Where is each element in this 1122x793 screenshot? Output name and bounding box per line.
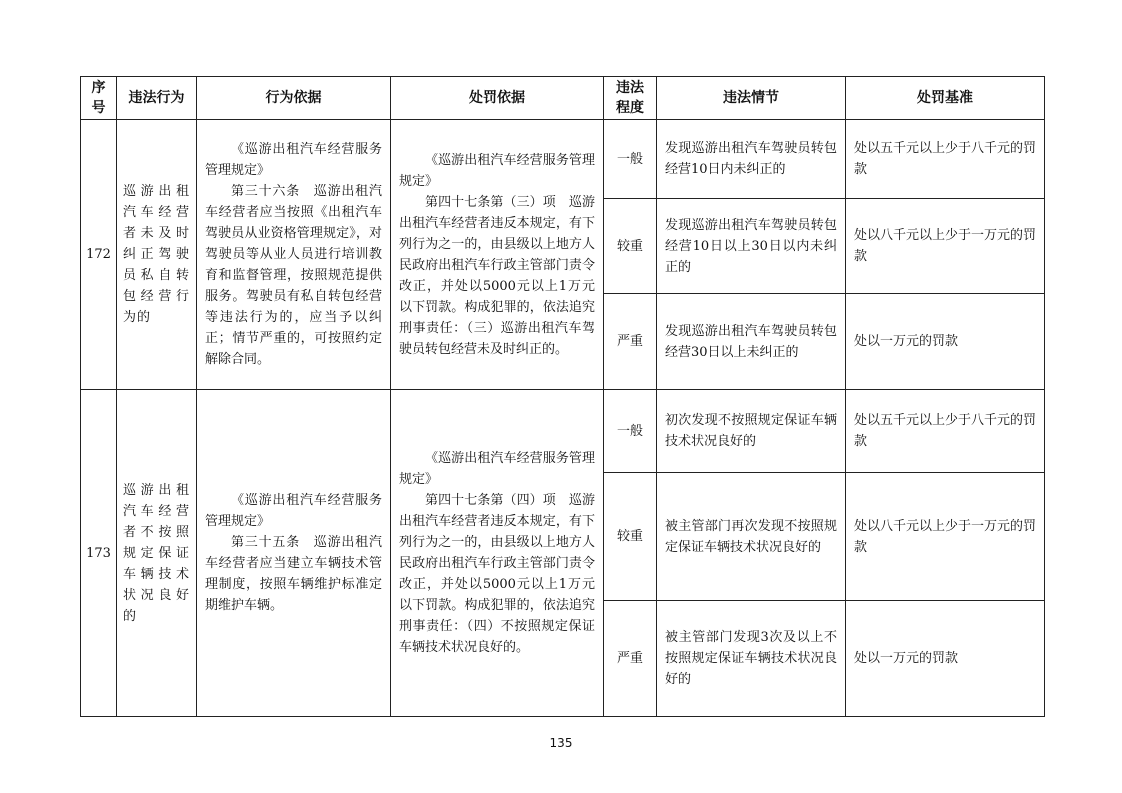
level-cell: 较重	[604, 199, 657, 294]
header-seq: 序号	[81, 77, 117, 120]
punish-basis-title: 《巡游出租汽车经营服务管理规定》	[399, 152, 595, 189]
level-cell: 一般	[604, 120, 657, 199]
header-level: 违法程度	[604, 77, 657, 120]
basis-text: 第三十五条 巡游出租汽车经营者应当建立车辆技术管理制度，按照车辆维护标准定期维护车辆。	[205, 535, 382, 613]
situation-cell: 初次发现不按照规定保证车辆技术状况良好的	[657, 390, 846, 473]
basis-title: 《巡游出租汽车经营服务管理规定》	[205, 493, 382, 529]
standard-cell: 处以五千元以上少于八千元的罚款	[846, 120, 1045, 199]
level-cell: 严重	[604, 294, 657, 390]
penalty-table	[80, 76, 1045, 717]
basis-cell	[197, 390, 391, 717]
act-cell: 巡游出租汽车经营者未及时纠正驾驶员私自转包经营行为的	[117, 120, 197, 390]
standard-cell: 处以一万元的罚款	[846, 294, 1045, 390]
situation-cell: 被主管部门再次发现不按照规定保证车辆技术状况良好的	[657, 473, 846, 601]
punish-basis-text: 第四十七条第（四）项 巡游出租汽车经营者违反本规定，有下列行为之一的，由县级以上地方人民政府出租汽车行政主管部门责令改正，并处以5000元以上1万元以下罚款。构成犯罪的，依法追究刑事责任：（四）不按照规定保证车辆技术状况良好的。	[399, 493, 595, 655]
seq-cell: 172	[81, 120, 117, 390]
act-cell: 巡游出租汽车经营者不按照规定保证车辆技术状况良好的	[117, 390, 197, 717]
header-punish-basis: 处罚依据	[391, 77, 604, 120]
header-row	[81, 77, 1045, 120]
punish-basis-cell	[391, 390, 604, 717]
punish-basis-title: 《巡游出租汽车经营服务管理规定》	[399, 451, 595, 487]
standard-cell: 处以五千元以上少于八千元的罚款	[846, 390, 1045, 473]
standard-cell: 处以八千元以上少于一万元的罚款	[846, 199, 1045, 294]
header-standard: 处罚基准	[846, 77, 1045, 120]
page-number: 135	[549, 736, 573, 750]
basis-title: 《巡游出租汽车经营服务管理规定》	[205, 142, 382, 178]
situation-cell: 被主管部门发现3次及以上不按照规定保证车辆技术状况良好的	[657, 601, 846, 717]
header-situation: 违法情节	[657, 77, 846, 120]
table-row	[81, 120, 1045, 199]
punish-basis-cell	[391, 120, 604, 390]
punish-basis-text: 第四十七条第（三）项 巡游出租汽车经营者违反本规定，有下列行为之一的，由县级以上地方人民政府出租汽车行政主管部门责令改正，并处以5000元以上1万元以下罚款。构成犯罪的，依法追究刑事责任：（三）巡游出租汽车驾驶员转包经营未及时纠正的。	[399, 194, 595, 357]
level-cell: 严重	[604, 601, 657, 717]
header-basis: 行为依据	[197, 77, 391, 120]
table-row	[81, 390, 1045, 473]
header-act: 违法行为	[117, 77, 197, 120]
situation-cell: 发现巡游出租汽车驾驶员转包经营10日以上30日以内未纠正的	[657, 199, 846, 294]
standard-cell: 处以一万元的罚款	[846, 601, 1045, 717]
situation-cell: 发现巡游出租汽车驾驶员转包经营30日以上未纠正的	[657, 294, 846, 390]
seq-cell: 173	[81, 390, 117, 717]
level-cell: 一般	[604, 390, 657, 473]
basis-text: 第三十六条 巡游出租汽车经营者应当按照《出租汽车驾驶员从业资格管理规定》，对驾驶员等从业人员进行培训教育和监督管理，按照规范提供服务。驾驶员有私自转包经营等违法行为的，应当予以纠正；情节严重的，可按照约定解除合同。	[205, 184, 382, 367]
standard-cell: 处以八千元以上少于一万元的罚款	[846, 473, 1045, 601]
basis-cell	[197, 120, 391, 390]
level-cell: 较重	[604, 473, 657, 601]
situation-cell: 发现巡游出租汽车驾驶员转包经营10日内未纠正的	[657, 120, 846, 199]
